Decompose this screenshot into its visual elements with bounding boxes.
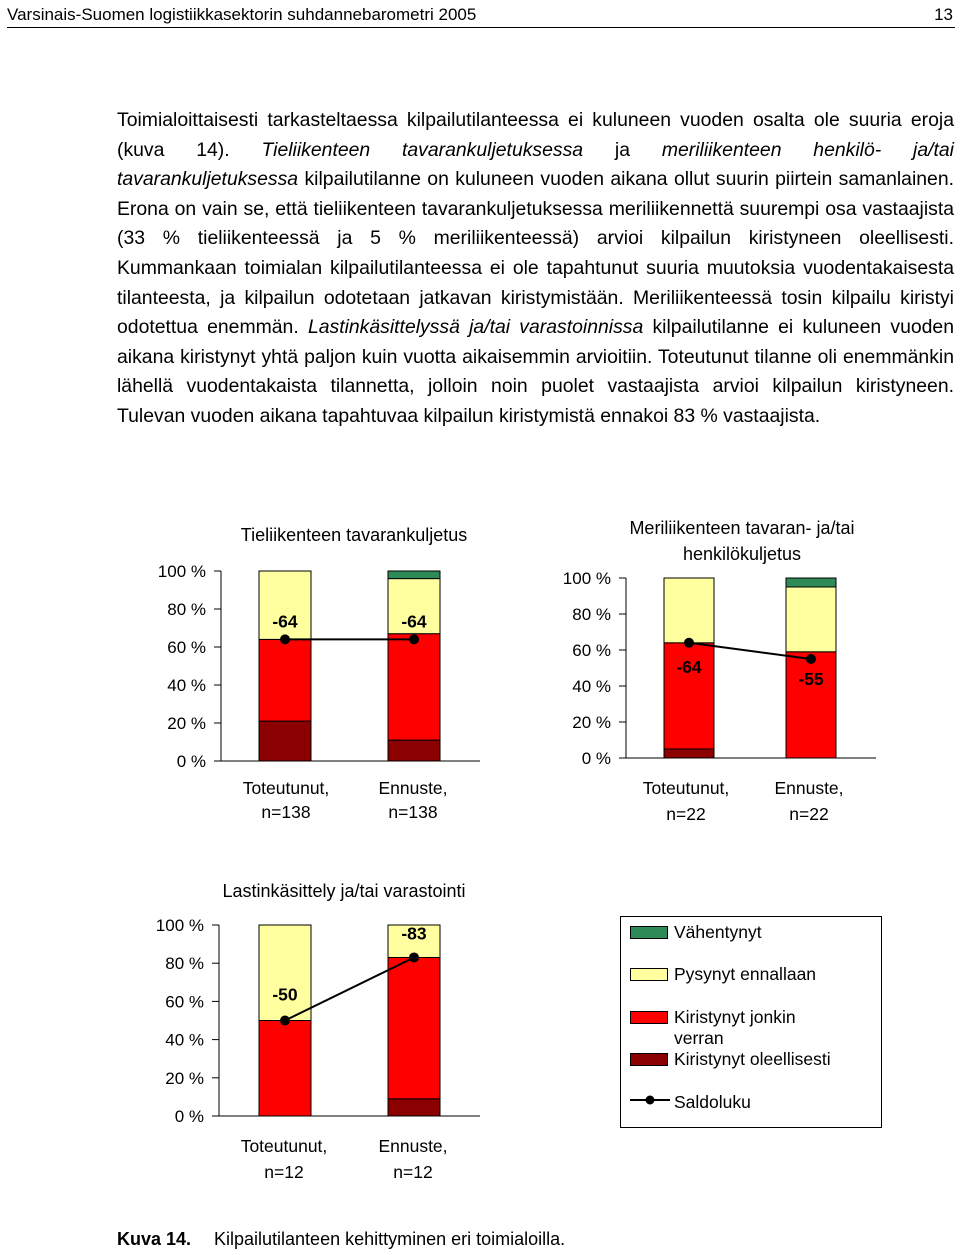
legend-label: Kiristynyt oleellisesti [674,1049,831,1069]
category-label: n=12 [264,1162,304,1182]
legend-swatch [630,1011,668,1024]
y-tick-label: 0 % [581,749,611,768]
bar-segment [388,1099,440,1116]
y-tick-label: 0 % [174,1107,204,1126]
y-tick-label: 40 % [572,677,611,696]
saldo-label: -64 [676,656,702,677]
legend-item-pysynyt [621,962,881,986]
y-tick-label: 100 % [157,562,206,581]
caption-text: Kilpailutilanteen kehittyminen eri toimialoilla. [214,1229,566,1249]
chart-title: Lastinkäsittely ja/tai varastointi [222,881,466,901]
category-label: n=12 [393,1162,433,1182]
saldo-line-icon [630,1092,670,1108]
y-tick-label: 100 % [562,569,611,588]
caption-label: Kuva 14. [117,1229,192,1249]
y-tick-label: 40 % [165,1030,204,1050]
legend-swatch [630,1053,668,1066]
category-label: n=22 [789,804,829,824]
chart-title: Tieliikenteen tavarankuljetus [240,525,468,545]
legend-label: Saldoluku [674,1092,751,1112]
text-run: ja [583,138,662,161]
category-label: Ennuste, [378,778,448,798]
legend-label: Vähentynyt [674,922,762,942]
y-tick-label: 20 % [167,714,206,733]
bar-segment [388,957,440,1098]
category-label: Ennuste, [378,1136,448,1156]
y-tick-label: 80 % [165,954,204,974]
text-run: kilpailutilanne ei kuluneen vuoden aikana kiristynyt yhtä paljon kuin vuotta aikaisemmin arvioitiin. Toteutunut tilanne oli enemmänkin lähellä vuodentakaista tilannetta, jolloin noin puolet vastaajista arvioi kilpailun kiristyneen. Tulevan vuoden aikana tapahtuvaa kilpailun kiristymistä ennakoi 83 % vastaajista. [117,316,954,427]
running-title: Varsinais-Suomen logistiikkasektorin suhdannebarometri 2005 [7,5,477,24]
category-label: Toteutunut, [240,1136,328,1156]
bar-segment [259,1021,311,1117]
legend-swatch [630,926,668,939]
saldo-label: -64 [272,611,298,632]
y-tick-label: 80 % [167,600,206,619]
y-tick-label: 60 % [165,992,204,1012]
saldo-point [409,952,419,962]
category-label: n=138 [261,802,311,822]
y-tick-label: 60 % [167,638,206,657]
y-tick-label: 20 % [572,713,611,732]
text-run: Toimialoittaisesti tarkasteltaessa kilpailutilanteessa ei kuluneen vuoden osalta ole suuria eroja (kuva 14). [117,109,954,161]
chart-legend [620,916,882,1128]
text-run: kilpailutilanne on kuluneen vuoden aikana ollut suurin piirtein samanlainen. Erona on vain se, että tieliikenteen tavarankuljetuksessa meriliikennettä suurempi osa vastaajista (33 % tieliikenteessä ja 5 % meriliikenteessä) arvioi kilpailun kiristyneen oleellisesti. Kummankaan toimialan kilpailutilanteessa ei ole tapahtunut suuria muutoksia vuodentakaisesta tilanteesta, ja kilpailun odotetaan jatkavan kiristymistään. Meriliikenteessä tosin kilpailu kiristyi odotettua enemmän. [117,168,954,339]
y-tick-label: 60 % [572,641,611,660]
chart-title: henkilökuljetus [682,544,802,564]
legend-label: Kiristynyt jonkin verran [674,1007,796,1048]
italic-term: Lastinkäsittelyssä ja/tai varastoinnissa [307,316,644,339]
legend-item-kiristynyt-oleellisesti [621,1047,881,1071]
legend-label: Pysynyt ennallaan [674,964,817,984]
saldo-label: -64 [401,611,427,632]
figure-caption [117,1229,565,1250]
y-tick-label: 100 % [155,916,204,935]
category-label: Toteutunut, [642,778,730,798]
category-label: Toteutunut, [242,778,330,798]
saldo-label: -55 [798,669,824,689]
chart-title: Meriliikenteen tavaran- ja/tai [629,518,855,538]
category-label: n=138 [388,802,438,822]
y-tick-label: 40 % [167,676,206,695]
legend-item-vahentynyt [621,920,881,944]
italic-term: Tieliikenteen tavarankuljetuksessa [261,138,584,161]
saldo-label: -83 [401,923,427,944]
saldo-point [280,1016,290,1026]
bar-segment [259,925,311,1021]
legend-item-kiristynyt-jonkin [621,1005,881,1048]
y-tick-label: 20 % [165,1068,204,1088]
legend-item-saldoluku [621,1090,881,1114]
italic-term: meriliikenteen henkilö- ja/tai tavarankuljetuksessa [117,138,954,191]
y-tick-label: 80 % [572,605,611,624]
category-label: Ennuste, [774,778,844,798]
saldo-label: -50 [272,984,298,1005]
y-tick-label: 0 % [176,752,206,771]
category-label: n=22 [666,804,706,824]
page-number: 13 [934,5,953,24]
legend-swatch [630,968,668,981]
